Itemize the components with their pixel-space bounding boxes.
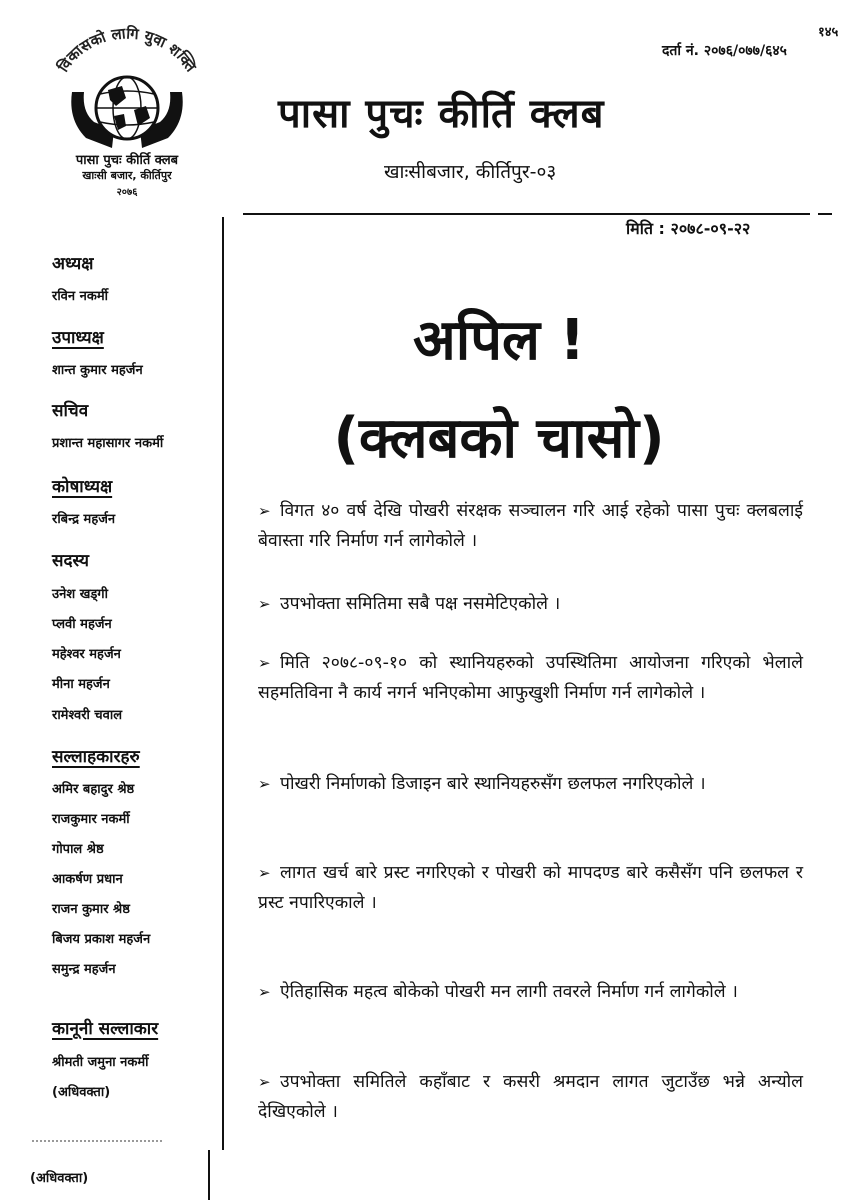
secretary-label: सचिव xyxy=(52,401,89,421)
appeal-point xyxy=(258,589,803,619)
bullet-arrow-icon: ➢ xyxy=(258,502,271,520)
secretary-name: प्रशान्त महासागर नकर्मी xyxy=(52,436,164,451)
logo-caption-address: खाःसी बजार, कीर्तिपुर xyxy=(82,169,172,182)
appeal-point xyxy=(258,858,803,918)
point-text: लागत खर्च बारे प्रस्ट नगरिएको र पोखरी को मापदण्ड बारे कसैसँग पनि छलफल र प्रस्ट नपारिएकाले । xyxy=(258,863,803,913)
point-text: मिति २०७८-०९-१० को स्थानियहरुको उपस्थितिमा आयोजना गरिएको भेलाले सहमतिविना नै कार्य नगर्न भनिएकोमा आफुखुशी निर्माण गर्न लागेकोले । xyxy=(258,653,803,703)
treasurer-label: कोषाध्यक्ष xyxy=(52,477,113,497)
legal-advisor-name: श्रीमती जमुना नकर्मी xyxy=(52,1055,149,1070)
appeal-point xyxy=(258,769,803,799)
letter-date: मिति : २०७८-०९-२२ xyxy=(626,219,751,238)
appeal-point xyxy=(258,648,803,708)
member-item: मीना महर्जन xyxy=(52,677,110,692)
appeal-point xyxy=(258,1067,803,1127)
advisor-item: बिजय प्रकाश महर्जन xyxy=(52,932,151,947)
vice-president-label: उपाध्यक्ष xyxy=(52,328,104,348)
corner-mark: १४५ xyxy=(818,25,839,40)
appeal-point xyxy=(258,496,803,556)
advisor-item: गोपाल श्रेष्ठ xyxy=(52,842,104,857)
legal-advisor-label: कानूनी सल्लाकार xyxy=(52,1019,159,1039)
footer-note: (अधिवक्ता) xyxy=(30,1171,89,1186)
advisor-item: राजन कुमार श्रेष्ठ xyxy=(52,902,130,917)
point-text: उपभोक्ता समितिमा सबै पक्ष नसमेटिएकोले । xyxy=(280,594,561,614)
advisors-label: सल्लाहकारहरु xyxy=(52,747,140,767)
logo-caption-name: पासा पुचः कीर्ति क्लब xyxy=(75,153,179,168)
header-divider-stub xyxy=(818,213,832,215)
registration-number: दर्ता नं. २०७६/०७७/६४५ xyxy=(662,43,787,59)
sidebar-divider-lower xyxy=(208,1150,210,1200)
bullet-arrow-icon: ➢ xyxy=(258,654,271,672)
member-item: रामेश्वरी चवाल xyxy=(52,708,123,723)
logo-caption-year: २०७६ xyxy=(116,187,138,198)
member-item: प्लवी महर्जन xyxy=(52,617,112,632)
member-item: महेश्वर महर्जन xyxy=(52,647,121,662)
bullet-arrow-icon: ➢ xyxy=(258,864,271,882)
president-label: अध्यक्ष xyxy=(52,254,94,274)
appeal-subtitle: (क्लबको चासो) xyxy=(333,406,665,471)
globe-hands-icon xyxy=(42,20,212,160)
svg-text:विकासको लागि युवा शक्ति xyxy=(54,24,201,76)
advisor-item: राजकुमार नकर्मी xyxy=(52,812,130,827)
vice-president-name: शान्त कुमार महर्जन xyxy=(52,363,143,378)
president-name: रविन नकर्मी xyxy=(52,289,108,304)
advisor-item: अमिर बहादुर श्रेष्ठ xyxy=(52,782,135,797)
point-text: ऐतिहासिक महत्व बोकेको पोखरी मन लागी तवरले निर्माण गर्न लागेकोले । xyxy=(280,982,738,1002)
point-text: विगत ४० वर्ष देखि पोखरी संरक्षक सञ्चालन गरि आई रहेको पासा पुचः क्लबलाई बेवास्ता गरि निर्माण गर्न लागेकोले । xyxy=(258,501,803,551)
appeal-point xyxy=(258,977,803,1007)
bullet-arrow-icon: ➢ xyxy=(258,595,271,613)
advisor-item: समुन्द्र महर्जन xyxy=(52,962,116,977)
logo-arc-text: विकासको लागि युवा शक्ति xyxy=(54,24,200,76)
bullet-arrow-icon: ➢ xyxy=(258,775,271,793)
advisor-item: आकर्षण प्रधान xyxy=(52,872,123,887)
club-address: खाःसीबजार, कीर्तिपुर-०३ xyxy=(384,161,557,183)
point-text: पोखरी निर्माणको डिजाइन बारे स्थानियहरुसँग छलफल नगरिएकोले । xyxy=(280,774,706,794)
bullet-arrow-icon: ➢ xyxy=(258,983,271,1001)
treasurer-name: रबिन्द्र महर्जन xyxy=(52,512,116,527)
appeal-title: अपिल ! xyxy=(412,308,586,373)
header-divider xyxy=(243,213,810,215)
faded-line xyxy=(32,1140,162,1145)
members-label: सदस्य xyxy=(52,551,89,571)
bullet-arrow-icon: ➢ xyxy=(258,1073,271,1091)
point-text: उपभोक्ता समितिले कहाँबाट र कसरी श्रमदान लागत जुटाउँछ भन्ने अन्योल देखिएकोले । xyxy=(258,1072,803,1122)
legal-advisor-note: (अधिवक्ता) xyxy=(52,1085,111,1100)
member-item: उनेश खड्गी xyxy=(52,587,108,602)
club-name: पासा पुचः कीर्ति क्लब xyxy=(278,91,605,137)
